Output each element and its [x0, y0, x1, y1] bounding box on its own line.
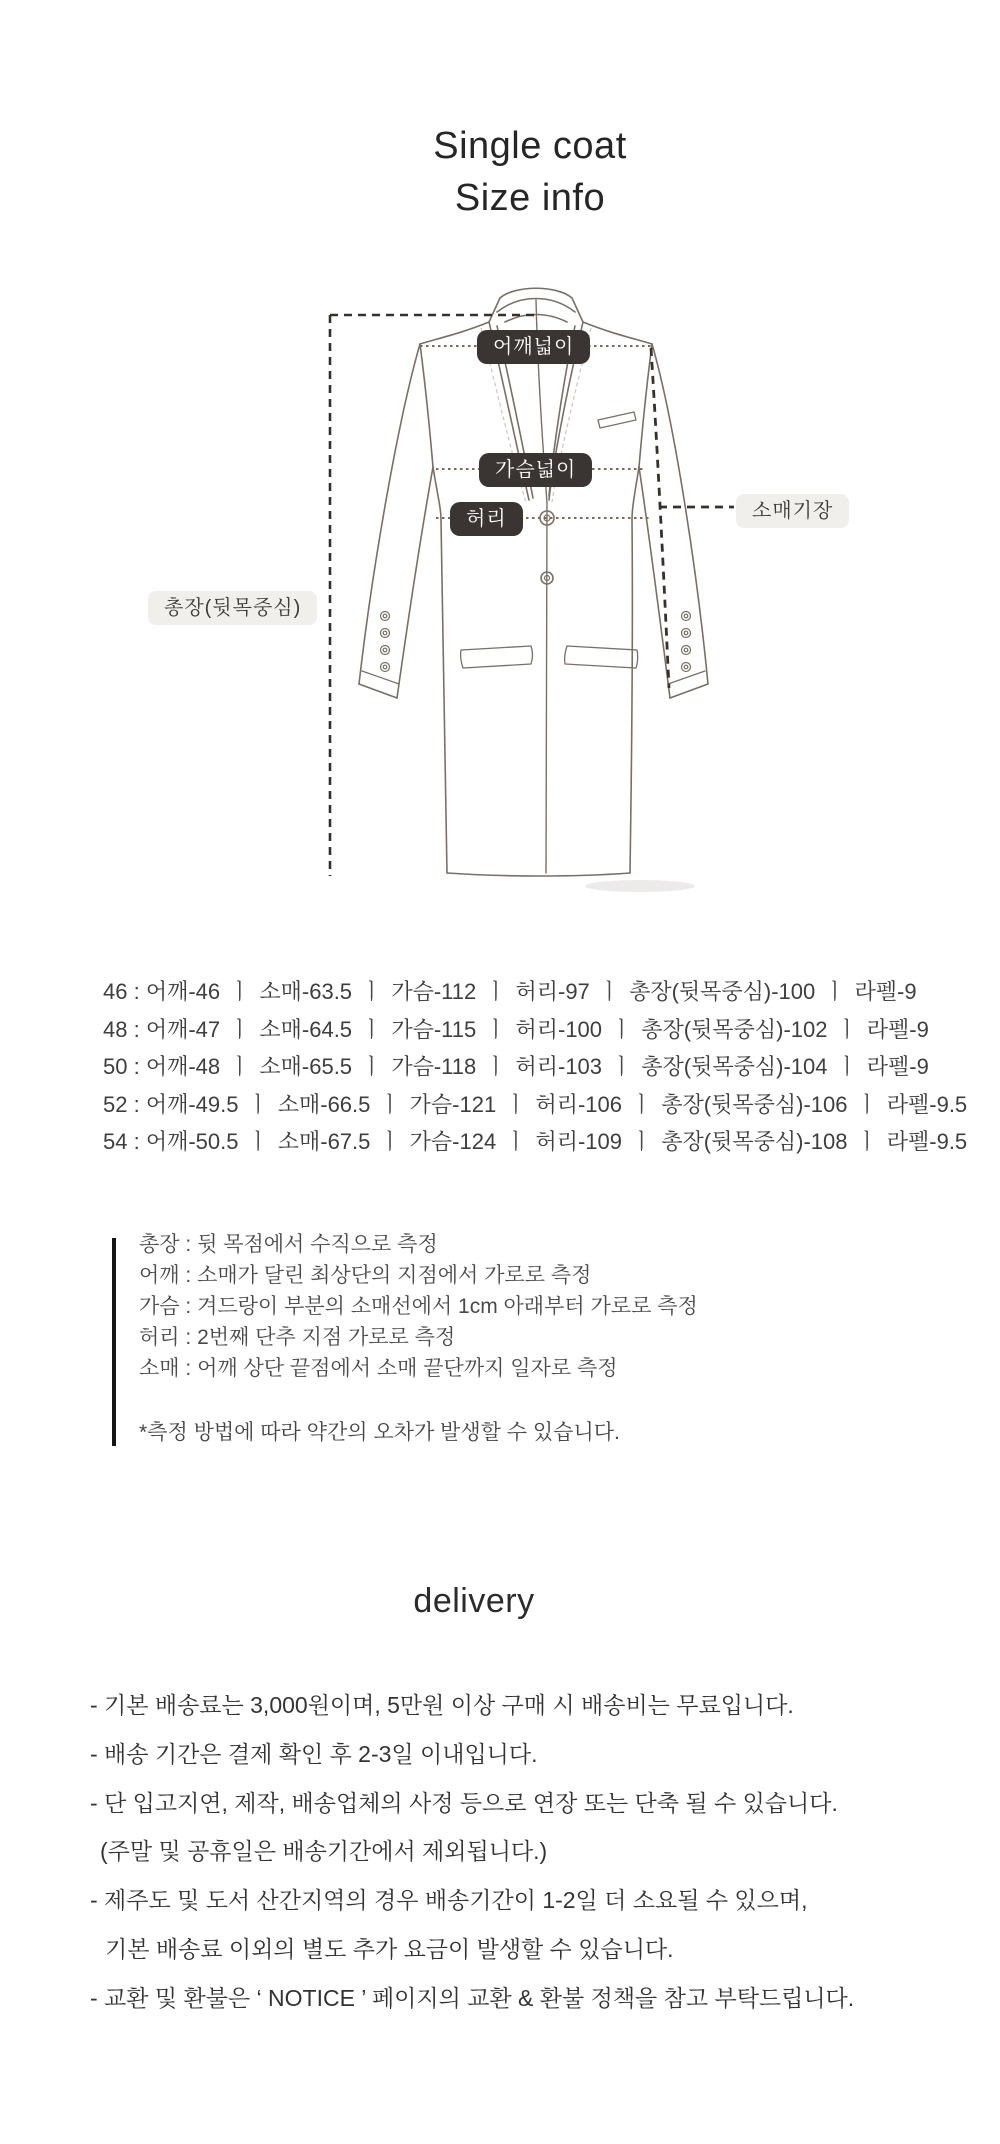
size-row	[103, 1048, 963, 1086]
divider: ㅣ	[598, 979, 621, 1004]
label-total-length: 총장(뒷목중심)	[148, 591, 317, 625]
divider: ㅣ	[856, 1129, 878, 1154]
delivery-line: - 기본 배송료는 3,000원이며, 5만원 이상 구매 시 배송비는 무료입니다.	[90, 1692, 794, 1718]
measure-notes-lines	[139, 1229, 839, 1384]
divider: ㅣ	[229, 1016, 251, 1042]
total-length-dashed-guide	[330, 315, 536, 876]
measurement-value: 라펠-9	[854, 979, 917, 1004]
measurement-value: 가슴-112	[391, 979, 477, 1004]
label-shoulder-width: 어깨넓이	[477, 330, 590, 364]
measurement-value: 라펠-9.5	[886, 1129, 968, 1154]
divider: ㅣ	[505, 1129, 527, 1154]
measurement-value: 라펠-9	[866, 1054, 929, 1079]
measurement-value: 라펠-9	[866, 1016, 929, 1042]
measurement-value: 소매-66.5	[277, 1091, 371, 1117]
measure-note-line: 가슴 : 겨드랑이 부분의 소매선에서 1cm 아래부터 가로로 측정	[139, 1295, 698, 1318]
size-table	[103, 973, 968, 1161]
measurement-value: 어깨-47	[145, 1016, 221, 1042]
measurement-value: 가슴-124	[409, 1129, 497, 1154]
size-number: 50 :	[103, 1054, 146, 1079]
size-row	[103, 1011, 963, 1049]
measure-note-line: 어깨 : 소매가 달린 최상단의 지점에서 가로로 측정	[139, 1264, 592, 1287]
divider: ㅣ	[361, 979, 383, 1004]
measure-note-line: 허리 : 2번째 단추 지점 가로로 측정	[139, 1326, 456, 1349]
divider: ㅣ	[229, 979, 251, 1004]
divider: ㅣ	[485, 979, 507, 1004]
divider: ㅣ	[836, 1016, 858, 1042]
divider: ㅣ	[229, 1054, 251, 1079]
measurement-value: 소매-63.5	[259, 979, 353, 1004]
divider: ㅣ	[824, 979, 846, 1004]
divider: ㅣ	[361, 1016, 383, 1042]
measure-note-line: 총장 : 뒷 목점에서 수직으로 측정	[139, 1233, 438, 1256]
divider: ㅣ	[505, 1091, 527, 1117]
divider: ㅣ	[247, 1129, 269, 1154]
measurement-value: 라펠-9.5	[886, 1091, 968, 1117]
measurement-value: 소매-65.5	[259, 1054, 353, 1079]
delivery-line: 기본 배송료 이외의 별도 추가 요금이 발생할 수 있습니다.	[105, 1935, 674, 1962]
measurement-value: 어깨-46	[145, 979, 221, 1004]
measurement-value: 총장(뒷목중심)-102	[641, 1016, 828, 1042]
label-sleeve-length: 소매기장	[736, 494, 849, 528]
measurement-value: 총장(뒷목중심)-106	[661, 1091, 848, 1117]
title-line-1: Single coat	[433, 125, 627, 167]
divider: ㅣ	[856, 1091, 878, 1117]
divider: ㅣ	[631, 1091, 653, 1117]
delivery-line: - 단 입고지연, 제작, 배송업체의 사정 등으로 연장 또는 단축 될 수 있습니다.	[90, 1789, 838, 1816]
delivery-line: - 제주도 및 도서 산간지역의 경우 배송기간이 1-2일 더 소요될 수 있으며,	[90, 1887, 808, 1914]
size-row	[103, 973, 963, 1011]
coat-shadow	[585, 880, 695, 892]
divider: ㅣ	[379, 1091, 401, 1117]
divider: ㅣ	[485, 1016, 507, 1042]
coat-outline	[359, 288, 708, 876]
measurement-value: 허리-109	[535, 1129, 623, 1154]
size-row	[103, 1123, 968, 1161]
measurement-value: 어깨-49.5	[145, 1091, 239, 1117]
divider: ㅣ	[836, 1054, 858, 1079]
measurement-value: 가슴-121	[409, 1091, 497, 1117]
measure-disclaimer: *측정 방법에 따라 약간의 오차가 발생할 수 있습니다.	[139, 1421, 620, 1444]
measurement-value: 허리-103	[515, 1054, 603, 1079]
measurement-value: 허리-97	[515, 979, 590, 1004]
page-title	[60, 120, 1000, 224]
measurement-value: 총장(뒷목중심)-104	[641, 1054, 828, 1079]
divider: ㅣ	[247, 1091, 269, 1117]
size-number: 48 :	[103, 1016, 146, 1042]
measurement-value: 소매-64.5	[259, 1016, 353, 1042]
measure-note-line: 소매 : 어깨 상단 끝점에서 소매 끝단까지 일자로 측정	[139, 1357, 618, 1380]
delivery-line: - 배송 기간은 결제 확인 후 2-3일 이내입니다.	[90, 1740, 538, 1767]
width-dotted-guides	[420, 346, 652, 518]
divider: ㅣ	[611, 1016, 633, 1042]
divider: ㅣ	[379, 1129, 401, 1154]
label-chest-width: 가슴넓이	[479, 453, 592, 487]
divider: ㅣ	[485, 1054, 507, 1079]
measurement-value: 소매-67.5	[277, 1129, 371, 1154]
measurement-value: 총장(뒷목중심)-108	[661, 1129, 848, 1154]
divider: ㅣ	[611, 1054, 633, 1079]
delivery-line: - 교환 및 환불은 ‘ NOTICE ’ 페이지의 교환 & 환불 정책을 참고 부탁드립니다.	[90, 1984, 855, 2011]
divider: ㅣ	[631, 1129, 653, 1154]
title-line-2: Size info	[454, 177, 606, 219]
measurement-value: 총장(뒷목중심)-100	[629, 979, 816, 1004]
size-number: 46 :	[103, 979, 146, 1004]
delivery-info	[90, 1681, 970, 2023]
measurement-value: 허리-100	[515, 1016, 603, 1042]
size-row	[103, 1086, 968, 1124]
measurement-value: 가슴-115	[391, 1016, 477, 1042]
size-number: 52 :	[103, 1091, 146, 1117]
measurement-value: 어깨-50.5	[145, 1129, 239, 1154]
size-number: 54 :	[103, 1129, 146, 1154]
delivery-line: (주말 및 공휴일은 배송기간에서 제외됩니다.)	[100, 1838, 548, 1865]
label-waist: 허리	[450, 502, 523, 536]
notes-left-bar	[112, 1238, 116, 1446]
measurement-value: 가슴-118	[391, 1054, 477, 1079]
measurement-value: 허리-106	[535, 1091, 623, 1117]
measurement-value: 어깨-48	[145, 1054, 221, 1079]
sleeve-length-dashed-guide	[651, 348, 734, 688]
delivery-title: delivery	[413, 1582, 535, 1620]
measure-notes	[139, 1229, 839, 1448]
divider: ㅣ	[361, 1054, 383, 1079]
